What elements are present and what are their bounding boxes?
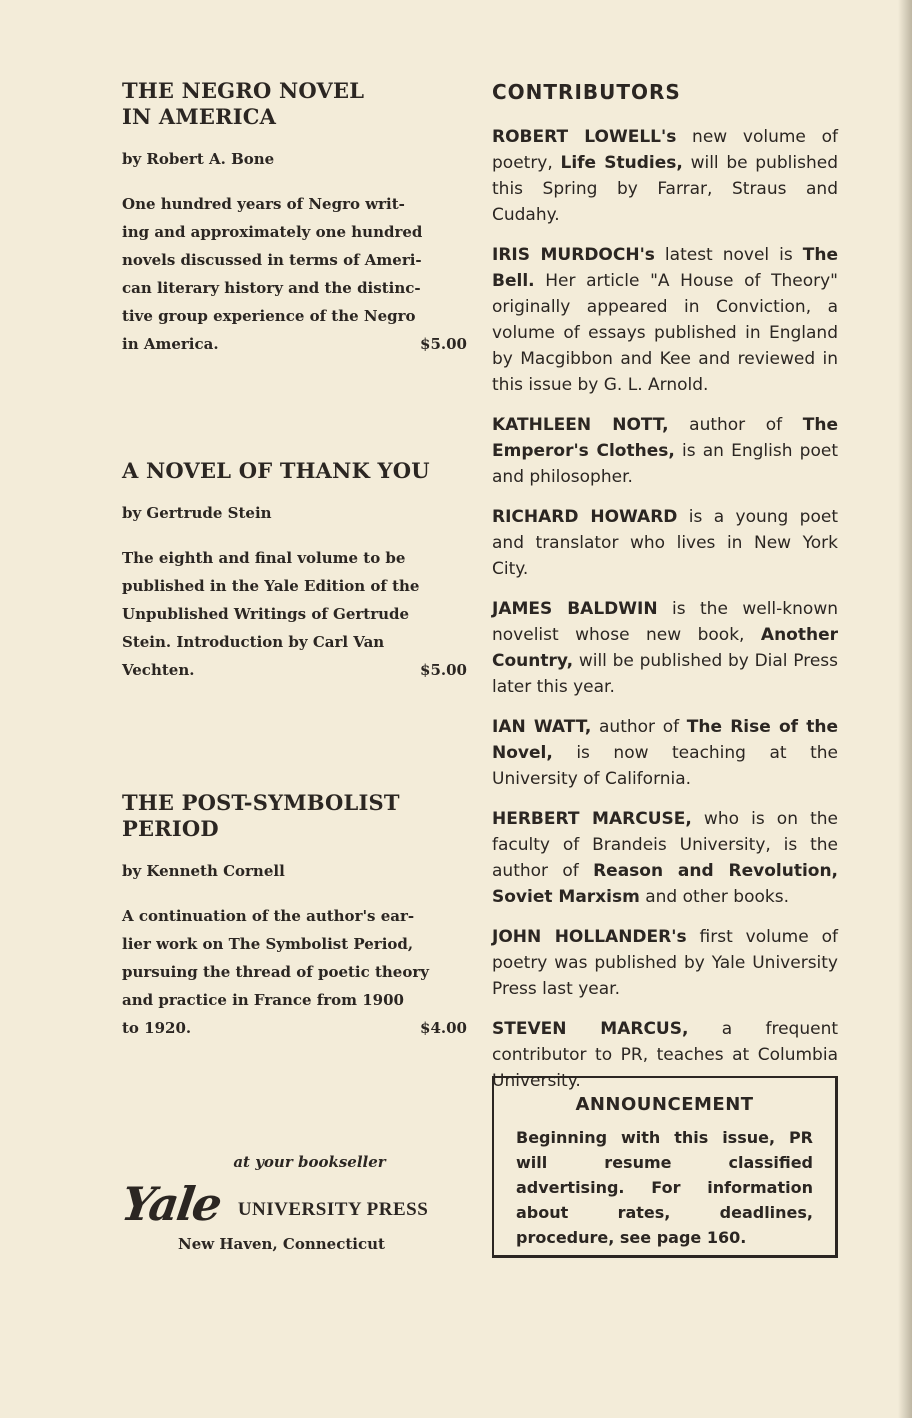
description-line: ing and approximately one hundred — [122, 223, 423, 241]
contributor-entry — [492, 596, 838, 700]
contributor-text: first volume of poetry was published by Yale University Press last year. — [492, 927, 838, 999]
book-price: $5.00 — [420, 661, 467, 679]
book-author: by Robert A. Bone — [122, 150, 275, 168]
contributor-name: KATHLEEN NOTT, — [492, 415, 669, 435]
contributor-name: JOHN HOLLANDER's — [492, 927, 687, 947]
press-name: UNIVERSITY PRESS — [237, 1199, 429, 1220]
book-price: $5.00 — [420, 335, 467, 353]
description-line: can literary history and the distinc- — [122, 279, 421, 297]
description-line: Vechten. — [122, 661, 195, 679]
publisher-row — [118, 1177, 467, 1231]
contributor-text: is a young poet and translator who lives in New York City. — [492, 507, 838, 579]
description-line: in America. — [122, 335, 219, 353]
contributor-text: latest novel is — [654, 245, 803, 265]
contributor-work: Life Studies, — [560, 153, 683, 173]
description-line: The eighth and final volume to be — [122, 549, 406, 567]
contributor-name: HERBERT MARCUSE, — [492, 809, 692, 829]
contributor-entry — [492, 924, 838, 1002]
contributor-name: IRIS MURDOCH's — [492, 245, 655, 265]
description-line: One hundred years of Negro writ- — [122, 195, 405, 213]
description-line: published in the Yale Edition of the — [122, 577, 420, 595]
contributor-work: The Emperor's Clothes, — [492, 415, 838, 461]
contributor-text: is the well-known novelist whose new book, — [492, 599, 838, 645]
contributors-column — [492, 80, 838, 1108]
contributor-entry — [492, 806, 838, 910]
book-title-line: THE NEGRO NOVEL — [122, 78, 365, 103]
announcement-body: Beginning with this issue, PR will resume classified advertising. For information about rates, deadlines, procedure, see page 160. — [516, 1128, 813, 1247]
yale-logo: Yale — [118, 1177, 224, 1231]
announcement-box — [492, 1076, 838, 1258]
contributor-text: is an English poet and philosopher. — [492, 441, 838, 487]
book-title-line: THE POST-SYMBOLIST — [122, 790, 400, 815]
book-author: by Kenneth Cornell — [122, 862, 285, 880]
price-line — [122, 1014, 467, 1042]
description-line: A continuation of the author's ear- — [122, 907, 415, 925]
description-line: to 1920. — [122, 1019, 192, 1037]
book-description — [122, 190, 467, 358]
contributor-text: will be published this Spring by Farrar, Straus and Cudahy. — [492, 153, 838, 225]
contributor-entry — [492, 242, 838, 398]
contributor-text: and other books. — [639, 887, 789, 907]
contributor-name: STEVEN MARCUS, — [492, 1019, 689, 1039]
publisher-location: New Haven, Connecticut — [178, 1235, 385, 1253]
book-price: $4.00 — [420, 1019, 467, 1037]
contributor-entry — [492, 504, 838, 582]
contributor-name: RICHARD HOWARD — [492, 507, 678, 527]
contributor-text: a frequent contributor to PR, teaches at Columbia University. — [492, 1019, 839, 1091]
book-title — [122, 78, 467, 130]
price-line — [122, 330, 467, 358]
contributor-work: The Rise of the Novel, — [492, 717, 838, 763]
description-line: lier work on The Symbolist Period, — [122, 935, 414, 953]
contributor-text: author of — [591, 717, 687, 737]
contributor-text: is now teaching at the University of California. — [492, 743, 838, 789]
contributor-text: author of — [668, 415, 803, 435]
book-title-line: IN AMERICA — [122, 104, 277, 129]
description-line: Unpublished Writings of Gertrude — [122, 605, 410, 623]
book-ad — [122, 78, 467, 358]
description-line: pursuing the thread of poetic theory — [122, 963, 429, 981]
book-description — [122, 902, 467, 1042]
contributor-text: will be published by Dial Press later this year. — [492, 651, 838, 697]
book-description — [122, 544, 467, 684]
announcement-title: ANNOUNCEMENT — [575, 1094, 754, 1115]
contributor-name: IAN WATT, — [492, 717, 592, 737]
price-line — [122, 656, 467, 684]
description-line: tive group experience of the Negro — [122, 307, 416, 325]
description-line: and practice in France from 1900 — [122, 991, 404, 1009]
contributor-name: ROBERT LOWELL's — [492, 127, 677, 147]
book-author: by Gertrude Stein — [122, 504, 272, 522]
contributors-heading: CONTRIBUTORS — [492, 80, 681, 104]
book-title-line: PERIOD — [122, 816, 219, 841]
contributor-work: Reason and Revolution, Soviet Marxism — [492, 861, 839, 907]
contributor-entry — [492, 124, 838, 228]
page-edge-shadow — [898, 0, 912, 1418]
publisher-block — [118, 1153, 467, 1253]
description-line: novels discussed in terms of Ameri- — [122, 251, 422, 269]
contributor-work: The Bell. — [492, 245, 838, 291]
contributor-name: JAMES BALDWIN — [492, 599, 658, 619]
contributor-entry — [492, 412, 838, 490]
book-ad — [122, 790, 467, 1042]
bookseller-line: at your bookseller — [233, 1153, 386, 1171]
contributor-text: Her article "A House of Theory" originally appeared in Conviction, a volume of essays published in England by Macgibbon and Kee and reviewed in this issue by G. L. Arnold. — [492, 271, 838, 395]
contributors-list — [492, 124, 838, 1094]
book-title — [122, 458, 467, 484]
book-ad — [122, 458, 467, 684]
contributor-work: Another Country, — [492, 625, 838, 671]
description-line: Stein. Introduction by Carl Van — [122, 633, 385, 651]
book-title — [122, 790, 467, 842]
contributor-text: who is on the faculty of Brandeis University, is the author of — [492, 809, 838, 881]
contributor-text: new volume of poetry, — [492, 127, 838, 173]
book-title-line: A NOVEL OF THANK YOU — [122, 458, 430, 483]
contributor-entry — [492, 714, 838, 792]
